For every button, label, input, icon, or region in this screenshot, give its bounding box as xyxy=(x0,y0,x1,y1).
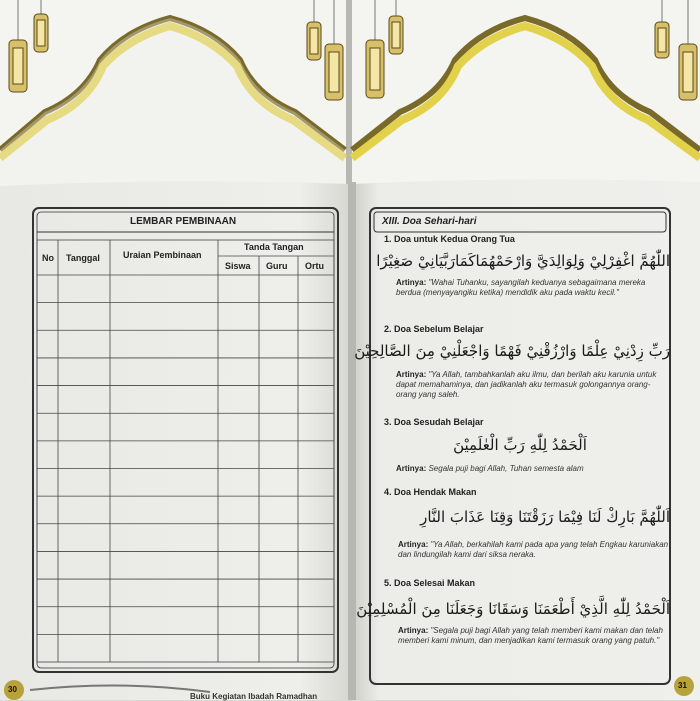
doa-4-translation xyxy=(398,540,670,560)
right-page-title: XIII. Doa Sehari-hari xyxy=(382,216,477,227)
doa-1-translation xyxy=(396,278,668,298)
col-tanggal: Tanggal xyxy=(66,253,100,263)
cover-fold xyxy=(346,0,352,190)
doa-2-label: Artinya: xyxy=(396,370,427,379)
doa-5-translation xyxy=(398,626,672,646)
col-siswa: Siswa xyxy=(225,261,251,271)
doa-1-heading: 1. Doa untuk Kedua Orang Tua xyxy=(384,234,515,244)
col-guru: Guru xyxy=(266,261,288,271)
doa-1-text: "Wahai Tuhanku, sayangilah keduanya sebagaimana mereka berdua (menyayangiku ketika) mendidik aku pada waktu kecil." xyxy=(396,278,646,297)
doa-2-heading: 2. Doa Sebelum Belajar xyxy=(384,324,484,334)
doa-2-arabic: رَبِّ زِدْنِيْ عِلْمًا وَارْزُقْنِيْ فَهْمًا وَاجْعَلْنِيْ مِنَ الصَّالِحِيْنَ xyxy=(354,342,670,360)
doa-5-text: "Segala puji bagi Allah yang telah memberi kami makan dan telah memberi kami minum, dan menjadikan kami termasuk orang yang patuh." xyxy=(398,626,663,645)
doa-3-translation xyxy=(396,464,668,474)
col-no: No xyxy=(42,253,54,263)
doa-5-label: Artinya: xyxy=(398,626,429,635)
col-uraian: Uraian Pembinaan xyxy=(123,250,202,260)
spine xyxy=(348,182,356,700)
col-ortu: Ortu xyxy=(305,261,324,271)
doa-2-text: "Ya Allah, tambahkanlah aku ilmu, dan berilah aku karunia untuk dapat memahaminya, dan jadikanlah aku termasuk golongannya orang-orang yang saleh. xyxy=(396,370,657,399)
doa-3-arabic: اَلْحَمْدُ لِلّٰهِ رَبِّ الْعٰلَمِيْنَ xyxy=(453,436,587,454)
left-page-title: LEMBAR PEMBINAAN xyxy=(130,216,237,227)
doa-4-arabic: اَللّٰهُمَّ بَارِكْ لَنَا فِيْمَا رَزَقْتَنَا وَقِنَا عَذَابَ النَّارِ xyxy=(420,508,670,526)
doa-5-heading: 5. Doa Selesai Makan xyxy=(384,578,476,588)
doa-3-heading: 3. Doa Sesudah Belajar xyxy=(384,417,484,427)
doa-2-translation xyxy=(396,370,668,400)
doa-4-text: "Ya Allah, berkahilah kami pada apa yang telah Engkau karuniakan dan lindungilah kami dari siksa neraka. xyxy=(398,540,669,559)
doa-4-heading: 4. Doa Hendak Makan xyxy=(384,487,477,497)
doa-3-label: Artinya: xyxy=(396,464,427,473)
page-number-left: 30 xyxy=(8,685,17,694)
doa-4-label: Artinya: xyxy=(398,540,429,549)
doa-1-label: Artinya: xyxy=(396,278,427,287)
col-tanda-tangan: Tanda Tangan xyxy=(244,242,304,252)
page-number-right: 31 xyxy=(678,681,687,690)
doa-1-arabic: اللّٰهُمَّ اغْفِرْلِيْ وَلِوَالِدَيَّ وَارْحَمْهُمَاكَمَارَبَّيَانِيْ صَغِيْرًا xyxy=(376,252,670,270)
doa-3-text: Segala puji bagi Allah, Tuhan semesta alam xyxy=(428,464,584,473)
footer-left: Buku Kegiatan Ibadah Ramadhan xyxy=(190,692,318,701)
doa-5-arabic: اَلْحَمْدُ لِلّٰهِ الَّذِيْ أَطْعَمَنَا وَسَقَانَا وَجَعَلَنَا مِنَ الْمُسْلِمِيْنَ xyxy=(356,600,670,618)
